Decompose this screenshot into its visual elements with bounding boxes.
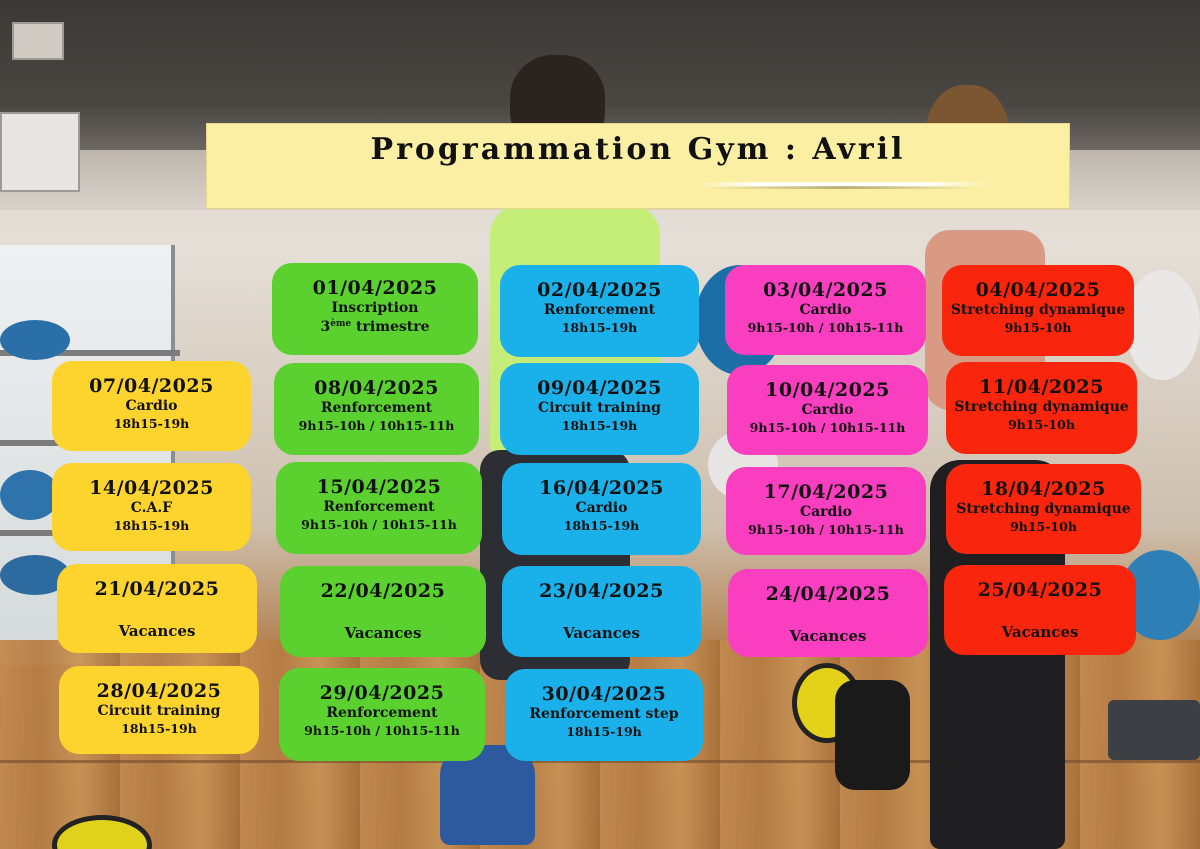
day-time: 18h15-19h	[113, 518, 190, 533]
day-card-01	[272, 263, 478, 355]
day-card-09	[500, 363, 699, 455]
day-date: 07/04/2025	[89, 375, 214, 397]
day-activity: Cardio	[575, 500, 628, 516]
day-activity-line2: 3ème trimestre	[320, 319, 430, 335]
day-activity: Vacances	[563, 624, 640, 642]
day-activity: Cardio	[799, 504, 853, 520]
day-date: 28/04/2025	[96, 680, 222, 702]
day-card-15	[276, 462, 482, 554]
day-card-10	[727, 365, 928, 455]
day-card-17	[726, 467, 926, 555]
day-time: 9h15-10h / 10h15-11h	[749, 420, 906, 435]
day-card-04	[942, 265, 1134, 356]
day-activity: Cardio	[801, 402, 854, 418]
day-card-16	[502, 463, 701, 555]
day-card-18	[946, 464, 1141, 554]
day-date: 03/04/2025	[763, 279, 888, 301]
day-card-11	[946, 362, 1137, 454]
speaker	[0, 112, 80, 192]
day-activity: Vacances	[789, 627, 867, 645]
woman-shoe	[835, 680, 910, 790]
day-activity: Vacances	[118, 622, 196, 640]
day-time: 9h15-10h / 10h15-11h	[298, 418, 455, 433]
day-card-02	[500, 265, 699, 357]
day-card-21	[57, 564, 257, 653]
day-date: 30/04/2025	[541, 683, 667, 705]
day-date: 22/04/2025	[320, 580, 446, 602]
day-time: 9h15-10h	[1008, 417, 1075, 432]
day-date: 09/04/2025	[537, 377, 662, 399]
day-time: 9h15-10h	[1010, 519, 1077, 534]
day-date: 17/04/2025	[763, 481, 889, 503]
day-card-22	[280, 566, 486, 657]
day-activity: Stretching dynamique	[950, 302, 1126, 318]
day-time: 18h15-19h	[121, 721, 197, 736]
exercise-ball	[0, 470, 60, 520]
title-banner	[206, 123, 1070, 209]
day-card-08	[274, 363, 479, 455]
day-card-14	[52, 463, 251, 551]
day-card-29	[279, 668, 485, 761]
day-card-03	[725, 265, 926, 355]
day-date: 11/04/2025	[979, 376, 1104, 398]
day-activity: Stretching dynamique	[954, 399, 1129, 415]
day-time: 9h15-10h / 10h15-11h	[304, 723, 460, 738]
day-time: 18h15-19h	[561, 320, 638, 335]
day-time: 18h15-19h	[563, 518, 640, 533]
day-time: 9h15-10h / 10h15-11h	[747, 320, 904, 335]
day-date: 02/04/2025	[537, 279, 662, 301]
day-date: 10/04/2025	[765, 379, 890, 401]
day-activity: Renforcement	[323, 499, 435, 515]
day-card-24	[728, 569, 928, 657]
day-activity: Circuit training	[97, 703, 221, 719]
day-activity: Stretching dynamique	[956, 501, 1131, 517]
day-activity: Circuit training	[538, 400, 661, 416]
day-activity: Vacances	[344, 624, 422, 642]
day-time: 9h15-10h / 10h15-11h	[748, 522, 904, 537]
day-date: 24/04/2025	[765, 583, 891, 605]
day-date: 18/04/2025	[981, 478, 1106, 500]
day-time: 18h15-19h	[113, 416, 190, 431]
day-date: 08/04/2025	[314, 377, 439, 399]
day-activity: Renforcement	[326, 705, 438, 721]
day-activity: Renforcement step	[529, 706, 679, 722]
day-activity: Vacances	[1001, 623, 1079, 641]
day-date: 14/04/2025	[89, 477, 214, 499]
day-card-28	[59, 666, 259, 754]
step-platform	[1108, 700, 1200, 760]
day-activity: C.A.F	[130, 500, 173, 516]
exercise-ball	[1125, 270, 1200, 380]
day-time: 18h15-19h	[561, 418, 638, 433]
day-date: 23/04/2025	[539, 580, 664, 602]
day-activity: Renforcement	[320, 400, 433, 416]
day-date: 21/04/2025	[94, 578, 220, 600]
day-date: 04/04/2025	[975, 279, 1101, 301]
day-time: 9h15-10h	[1004, 320, 1072, 335]
day-time: 18h15-19h	[566, 724, 642, 739]
day-card-30	[505, 669, 703, 761]
day-activity: Renforcement	[543, 302, 656, 318]
page-title: Programmation Gym : Avril	[370, 132, 906, 167]
day-activity: Cardio	[799, 302, 852, 318]
title-underline-shadow	[707, 186, 977, 189]
exercise-ball	[0, 320, 70, 360]
day-card-23	[502, 566, 701, 657]
day-date: 01/04/2025	[312, 277, 438, 299]
day-date: 15/04/2025	[316, 476, 442, 498]
day-date: 25/04/2025	[977, 579, 1103, 601]
day-date: 29/04/2025	[319, 682, 445, 704]
exit-sign	[12, 22, 64, 60]
day-card-07	[52, 361, 251, 451]
day-time: 9h15-10h / 10h15-11h	[301, 517, 457, 532]
day-activity: Inscription	[331, 300, 419, 316]
day-card-25	[944, 565, 1136, 655]
day-activity: Cardio	[125, 398, 178, 414]
day-date: 16/04/2025	[539, 477, 664, 499]
